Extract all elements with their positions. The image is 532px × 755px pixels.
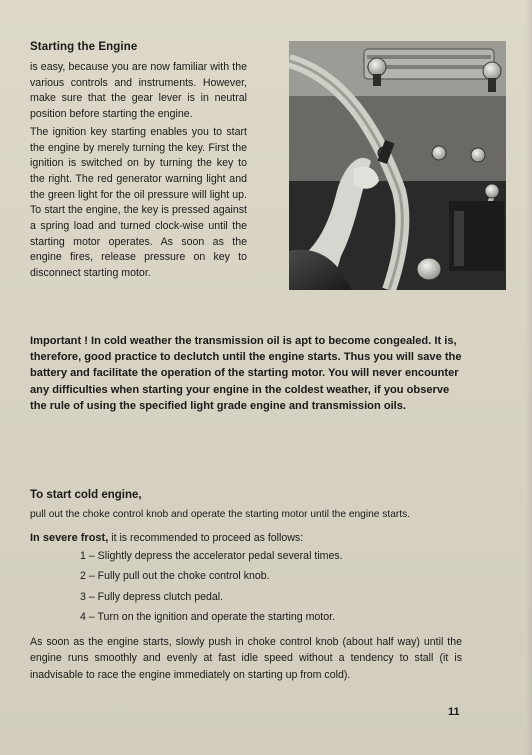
step-item: 1 – Slightly depress the accelerator pedal several times. [80, 550, 343, 562]
dashboard-photo-illustration [289, 41, 506, 290]
intro-paragraph-1: is easy, because you are now familiar with the various controls and instruments. However, make sure that the gear lever is in neutral position before starting the engine. [30, 61, 247, 121]
step-item: 3 – Fully depress clutch pedal. [80, 590, 224, 603]
cold-engine-text: pull out the choke control knob and operate the starting motor until the engine starts. [30, 509, 411, 520]
severe-frost-intro [30, 532, 500, 544]
intro-text [30, 60, 247, 284]
closing-paragraph: As soon as the engine starts, slowly push in choke control knob (about half way) until the engine runs smoothly and evenly at fast idle speed without a tendency to stall (it is inadvisable to race the engine immediately on starting up from cold). [30, 636, 462, 681]
page-number: 11 [448, 706, 460, 718]
dashboard-photo [289, 41, 506, 290]
frost-steps-list [80, 549, 343, 630]
step-item: 2 – Fully pull out the choke control knob. [80, 570, 270, 583]
severe-frost-label: In severe frost, [30, 532, 109, 544]
cold-engine-title: To start cold engine, [30, 489, 142, 501]
step-item: 4 – Turn on the ignition and operate the starting motor. [80, 610, 336, 623]
section-heading: Starting the Engine [30, 41, 138, 53]
intro-paragraph-2: The ignition key starting enables you to start the engine by merely turning the key. First the ignition is switched on by turning the key to the right. The red generator warning light and the green light for the oil pressure will light up. To start the engine, the key is pressed against a spring load and turned clock-wise until the starting motor operates. As soon as the engine fires, release pressure on key to disconnect starting motor. [30, 125, 247, 280]
severe-frost-text: it is recommended to proceed as follows: [108, 532, 304, 544]
page-edge-shadow [526, 0, 532, 755]
important-note: Important ! In cold weather the transmission oil is apt to become congealed. It is, therefore, good practice to declutch until the engine starts. Thus you will save the battery and facilitate the operation of the starting motor. You will never encounter any difficulties when starting your engine in the coldest weather, if you observe the rule of using the specified light grade engine and transmission oils. [30, 335, 462, 412]
